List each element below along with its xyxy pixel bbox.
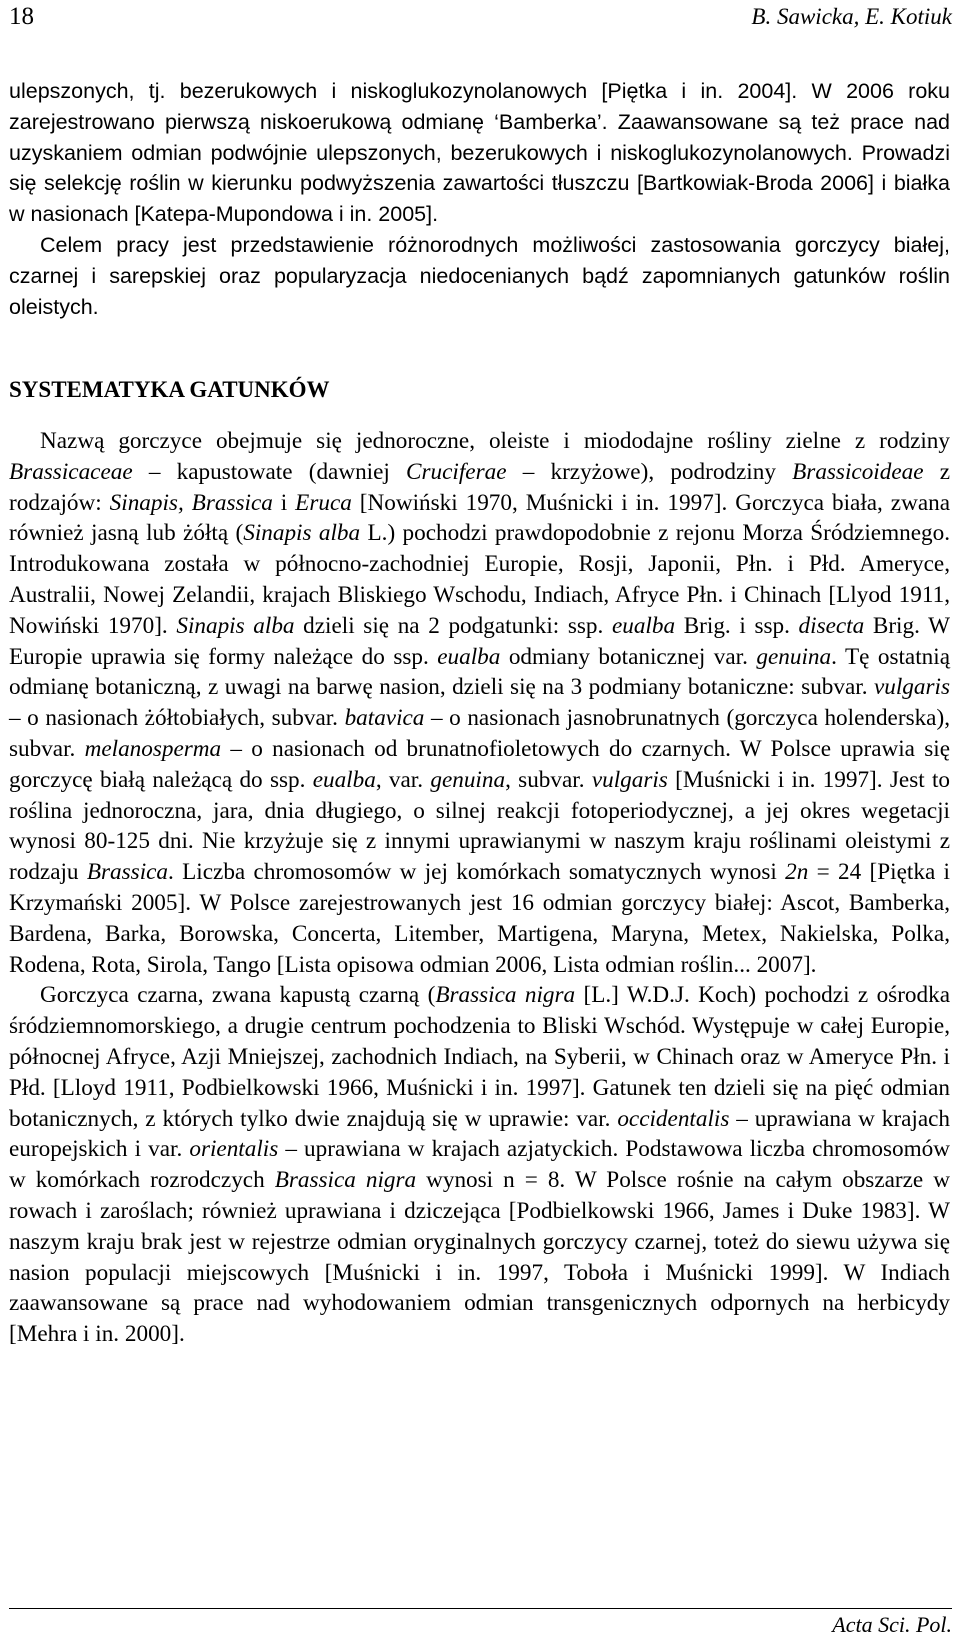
page-number: 18 bbox=[9, 3, 34, 30]
aim-paragraph: Celem pracy jest przedstawienie różnorodnych możliwości zastosowania gorczycy białej, czarnej i sarepskiej oraz popularyzacja niedocenianych bądź zapomnianych gatunków roślin oleistych. bbox=[9, 232, 950, 319]
footer-journal: Acta Sci. Pol. bbox=[832, 1612, 952, 1637]
intro-text-block bbox=[9, 76, 950, 322]
white-mustard-paragraph: Nazwą gorczyce obejmuje się jednoroczne, oleiste i miododajne rośliny zielne z rodziny Brassicaceae – kapustowate (dawniej Cruciferae – krzyżowe), podrodziny Brassicoideae z rodzajów: Sinapis, Brassica i Eruca [Nowiński 1970, Muśnicki i in. 1997]. Gorczyca biała, zwana również jasną lub żółtą (Sinapis alba L.) pochodzi prawdopodobnie z rejonu Morza Śródziemnego. Introdukowana została w północno-zachodniej Europie, Rosji, Japonii, Płn. i Płd. Ameryce, Australii, Nowej Zelandii, krajach Bliskiego Wschodu, Indiach, Afryce Płn. i Chinach [Llyod 1911, Nowiński 1970]. Sinapis alba dzieli się na 2 podgatunki: ssp. eualba Brig. i ssp. disecta Brig. W Europie uprawia się formy należące do ssp. eualba odmiany botanicznej var. genuina. Tę ostatnią odmianę botaniczną, z uwagi na barwę nasion, dzieli się na 3 podmiany botaniczne: subvar. vulgaris – o nasionach żółtobiałych, subvar. batavica – o nasionach jasnobrunatnych (gorczyca holenderska), subvar. melanosperma – o nasionach od brunatnofioletowych do czarnych. W Polsce uprawia się gorczycę białą należącą do ssp. eualba, var. genuina, subvar. vulgaris [Muśnicki i in. 1997]. Jest to roślina jednoroczna, jara, dnia długiego, o silnej reakcji fotoperiodycznej, a jej okres wegetacji wynosi 80-125 dni. Nie krzyżuje się z innymi uprawianymi w naszym kraju roślinami oleistymi z rodzaju Brassica. Liczba chromosomów w jej komórkach somatycznych wynosi 2n = 24 [Piętka i Krzymański 2005]. W Polsce zarejestrowanych jest 16 odmian gorczycy białej: Ascot, Bamberka, Bardena, Barka, Borowska, Concerta, Litember, Martigena, Maryna, Metex, Nakielska, Polka, Rodena, Rota, Sirola, Tango [Lista opisowa odmian 2006, Lista odmian roślin... 2007]. bbox=[9, 428, 951, 978]
systematics-text-block bbox=[9, 426, 950, 1350]
section-heading: SYSTEMATYKA GATUNKÓW bbox=[9, 377, 330, 402]
intro-paragraph: ulepszonych, tj. bezerukowych i niskoglukozynolanowych [Piętka i in. 2004]. W 2006 roku zarejestrowano pierwszą niskoerukową odmianę ‘Bamberka’. Zaawansowane są też prace nad uzyskaniem odmian podwójnie ulepszonych, bezerukowych i niskoglukozynolanowych. Prowadzi się selekcję roślin w kierunku podwyższenia zawartości tłuszczu [Bartkowiak-Broda 2006] i białka w nasionach [Katepa-Mupondowa i in. 2005]. bbox=[9, 79, 950, 227]
footer-rule bbox=[9, 1608, 952, 1609]
running-header-authors: B. Sawicka, E. Kotiuk bbox=[751, 4, 952, 29]
black-mustard-paragraph: Gorczyca czarna, zwana kapustą czarną (Brassica nigra [L.] W.D.J. Koch) pochodzi z ośrodka śródziemnomorskiego, a drugie centrum pochodzenia to Bliski Wschód. Występuje w całej Europie, północnej Afryce, Azji Mniejszej, zachodnich Indiach, na Syberii, w Chinach oraz w Ameryce Płn. i Płd. [Lloyd 1911, Podbielkowski 1966, Muśnicki i in. 1997]. Gatunek ten dzieli się na pięć odmian botanicznych, z których tylko dwie znajdują się w uprawie: var. occidentalis – uprawiana w krajach europejskich i var. orientalis – uprawiana w krajach azjatyckich. Podstawowa liczba chromosomów w komórkach rozrodczych Brassica nigra wynosi n = 8. W Polsce rośnie na całym obszarze w rowach i zaroślach; również uprawiana i dziczejąca [Podbielkowski 1966, James i Duke 1983]. W naszym kraju brak jest w rejestrze odmian oryginalnych gorczycy czarnej, toteż do siewu używa się nasion populacji miejscowych [Muśnicki i in. 1997, Toboła i Muśnicki 1999]. W Indiach zaawansowane są prace nad wyhodowaniem odmian transgenicznych odpornych na herbicydy [Mehra i in. 2000]. bbox=[9, 982, 950, 1348]
